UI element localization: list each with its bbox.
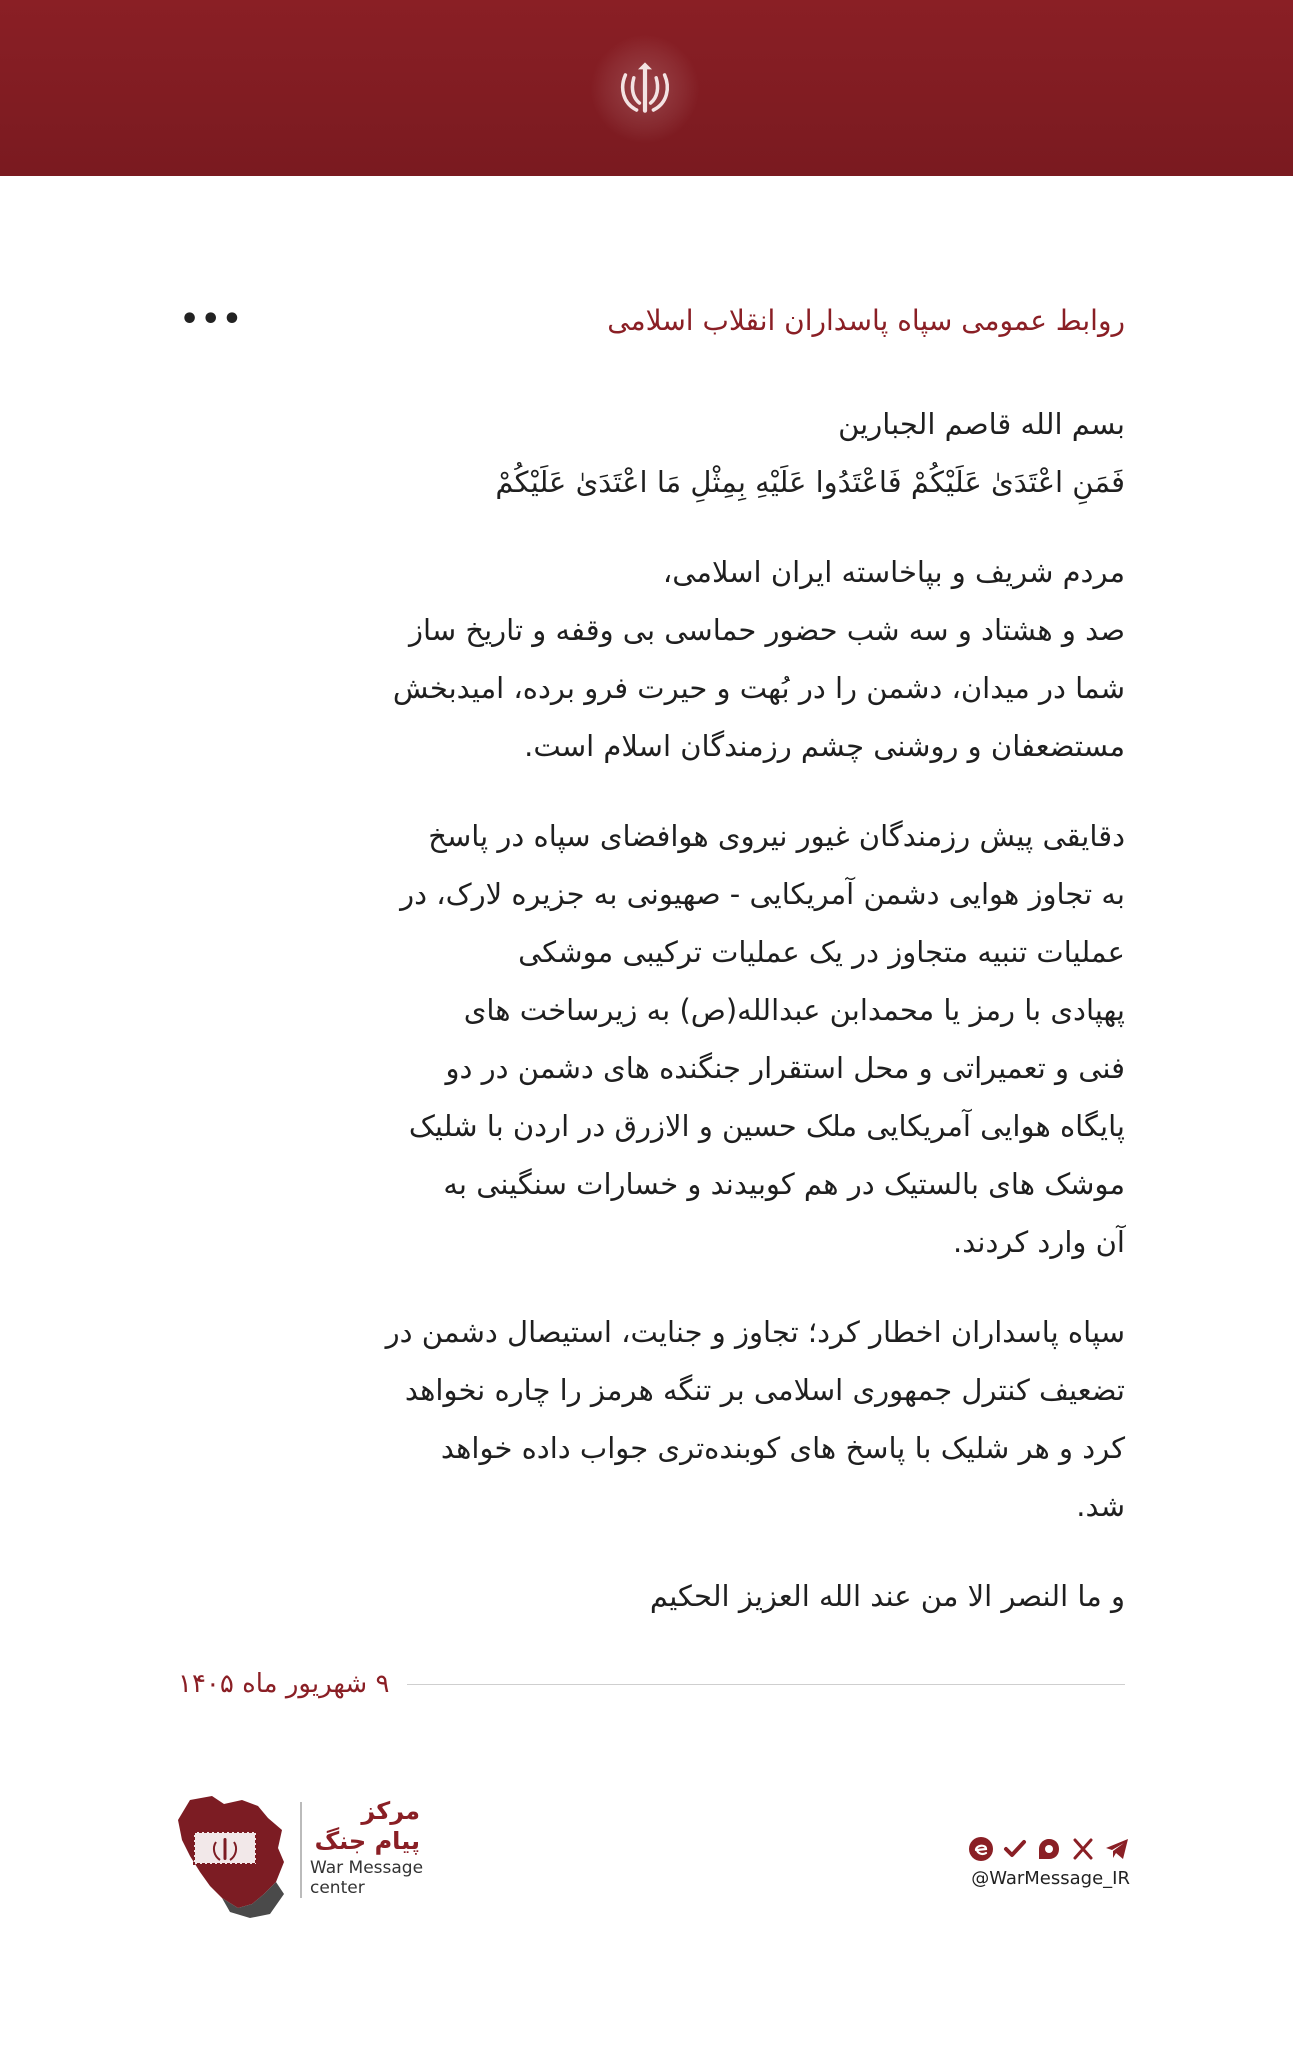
- opening-verse: [178, 395, 1125, 511]
- logo-persian-name: [310, 1796, 420, 1856]
- source-title: روابط عمومی سپاه پاسداران انقلاب اسلامی: [607, 303, 1125, 337]
- text-line: عملیات تنبیه متجاوز در یک عملیات ترکیبی موشکی: [518, 935, 1125, 969]
- text-line: شد.: [1076, 1489, 1125, 1523]
- text-line: کرد و هر شلیک با پاسخ های کوبنده‌تری جواب داده خواهد: [440, 1431, 1125, 1465]
- emblem: [590, 34, 700, 144]
- header-bar: [0, 0, 1293, 176]
- social-icons: [950, 1836, 1130, 1862]
- text-line: مستضعفان و روشنی چشم رزمندگان اسلام است.: [524, 729, 1125, 763]
- document-header: [180, 298, 1125, 342]
- text-line: سپاه پاسداران اخطار کرد؛ تجاوز و جنایت، استیصال دشمن در: [385, 1315, 1125, 1349]
- logo-en-line: War Message: [310, 1858, 424, 1878]
- paragraph-2: [178, 807, 1125, 1271]
- eitaa-icon[interactable]: [968, 1836, 994, 1862]
- logo-fa-line: مرکز: [361, 1797, 420, 1825]
- text-line: پهپادی با رمز یا محمدابن عبدالله(ص) به زیرساخت های: [463, 993, 1125, 1027]
- closing-line: [178, 1567, 1125, 1625]
- text-line: موشک های بالستیک در هم کوبیدند و خسارات سنگینی به: [443, 1167, 1125, 1201]
- text-line: پایگاه هوایی آمریکایی ملک حسین و الازرق در اردن با شلیک: [408, 1109, 1125, 1143]
- text-line: به تجاوز هوایی دشمن آمریکایی - صهیونی به جزیره لارک، در: [400, 877, 1125, 911]
- x-icon[interactable]: [1070, 1836, 1096, 1862]
- basmala-line: بسم الله قاصم الجبارین: [838, 407, 1125, 441]
- iran-emblem-icon: [610, 54, 680, 124]
- text-line: صد و هشتاد و سه شب حضور حماسی بی وقفه و تاریخ ساز: [409, 613, 1125, 647]
- logo-divider: [300, 1802, 302, 1898]
- quran-verse-line: فَمَنِ اعْتَدَیٰ عَلَیْکُمْ فَاعْتَدُوا عَلَیْهِ بِمِثْلِ مَا اعْتَدَیٰ عَلَیْکُمْ: [495, 465, 1125, 499]
- bale-icon[interactable]: [1036, 1836, 1062, 1862]
- logo-fa-line: پیام جنگ: [314, 1827, 420, 1855]
- statement-body: [178, 395, 1125, 1657]
- date-row: [178, 1662, 1125, 1706]
- iran-map-icon: [172, 1790, 292, 1920]
- text-line: دقایقی پیش رزمندگان غیور نیروی هوافضای سپاه در پاسخ: [428, 819, 1125, 853]
- logo-english-name: [310, 1858, 440, 1898]
- check-icon[interactable]: [1002, 1836, 1028, 1862]
- text-line: مردم شریف و بپاخاسته ایران اسلامی،: [662, 555, 1125, 589]
- paragraph-1: [178, 543, 1125, 775]
- divider: [407, 1684, 1125, 1685]
- telegram-icon[interactable]: [1104, 1836, 1130, 1862]
- war-message-logo: [172, 1790, 432, 1920]
- logo-en-line: center: [310, 1878, 365, 1898]
- date: ۹ شهریور ماه ۱۴۰۵: [178, 1669, 390, 1699]
- text-line: شما در میدان، دشمن را در بُهت و حیرت فرو برده، امیدبخش: [392, 671, 1125, 705]
- text-line: فنی و تعمیراتی و محل استقرار جنگنده های دشمن در دو: [445, 1051, 1125, 1085]
- text-line: آن وارد کردند.: [952, 1225, 1125, 1259]
- closing-text: و ما النصر الا من عند الله العزیز الحکیم: [649, 1579, 1125, 1613]
- social-links: [950, 1836, 1130, 1906]
- social-handle[interactable]: @WarMessage_IR: [971, 1868, 1130, 1889]
- more-options-button[interactable]: •••: [180, 302, 244, 337]
- paragraph-3: [178, 1303, 1125, 1535]
- text-line: تضعیف کنترل جمهوری اسلامی بر تنگه هرمز را چاره نخواهد: [404, 1373, 1125, 1407]
